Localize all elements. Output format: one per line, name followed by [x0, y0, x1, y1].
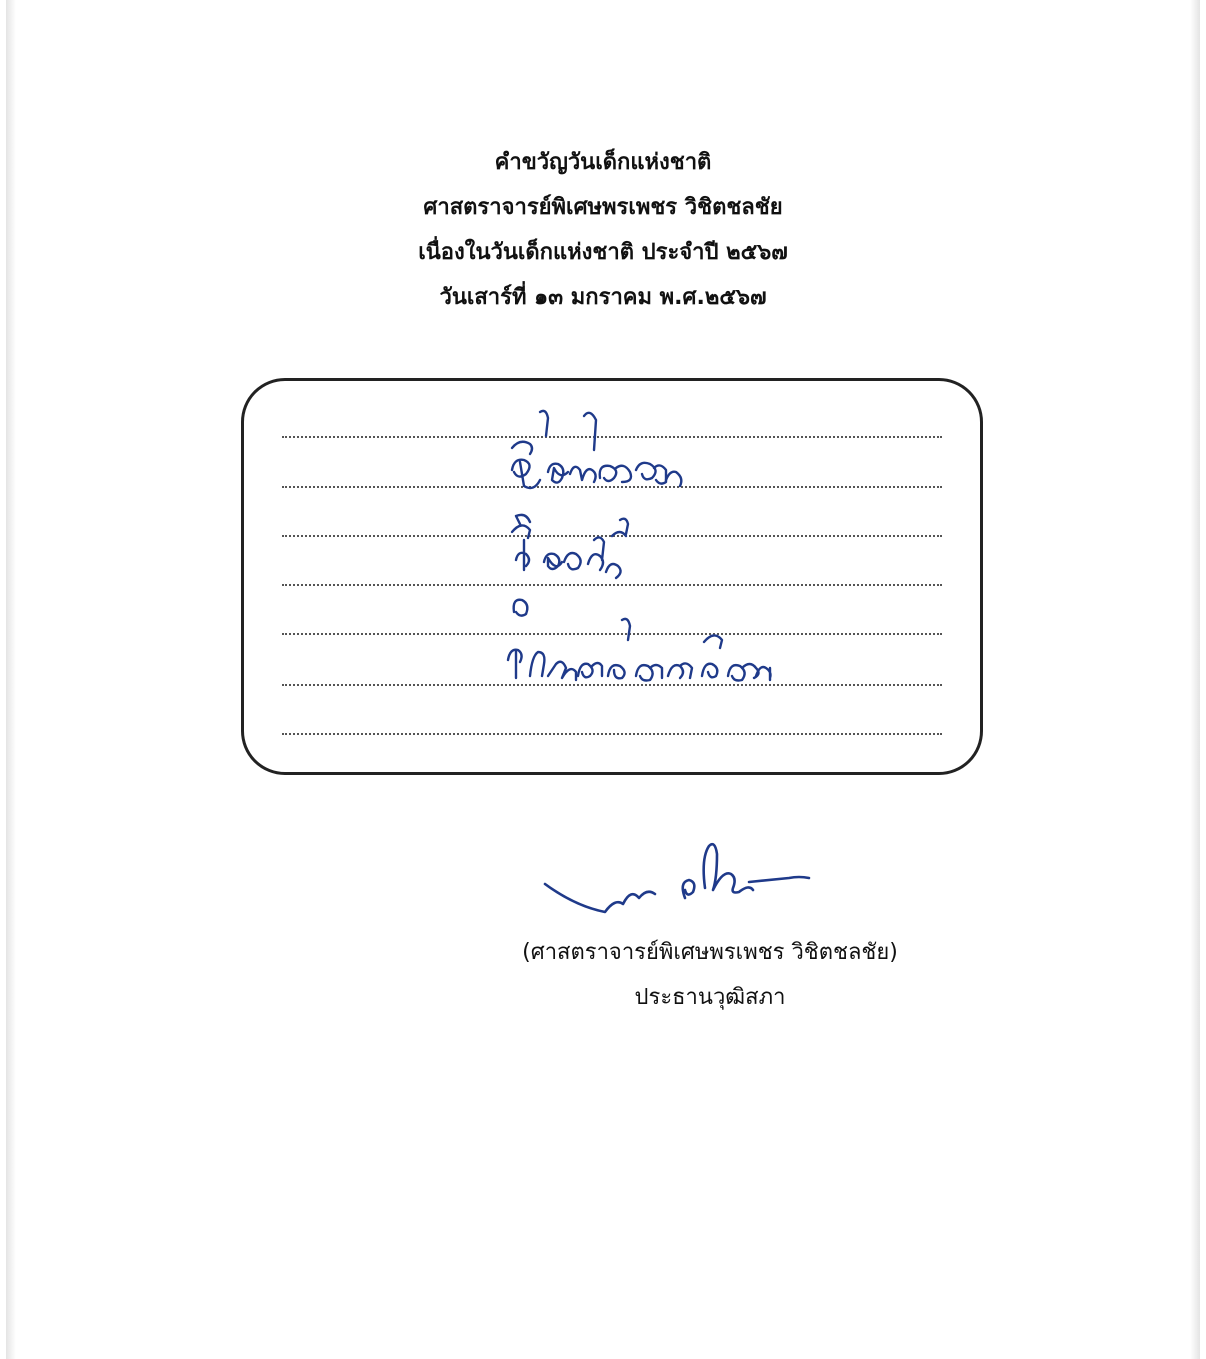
signatory-name: (ศาสตราจารย์พิเศษพรเพชร วิชิตชลชัย) — [522, 940, 898, 965]
header-title: คำขวัญวันเด็กแห่งชาติ — [494, 150, 712, 175]
header-author: ศาสตราจารย์พิเศษพรเพชร วิชิตชลชัย — [423, 195, 783, 220]
signatory-title: ประธานวุฒิสภา — [634, 985, 786, 1010]
signature-mark — [535, 840, 825, 920]
header-date: วันเสาร์ที่ ๑๓ มกราคม พ.ศ.๒๕๖๗ — [439, 285, 767, 310]
signature-block — [490, 930, 930, 1020]
header-occasion: เนื่องในวันเด็กแห่งชาติ ประจำปี ๒๕๖๗ — [418, 240, 788, 265]
